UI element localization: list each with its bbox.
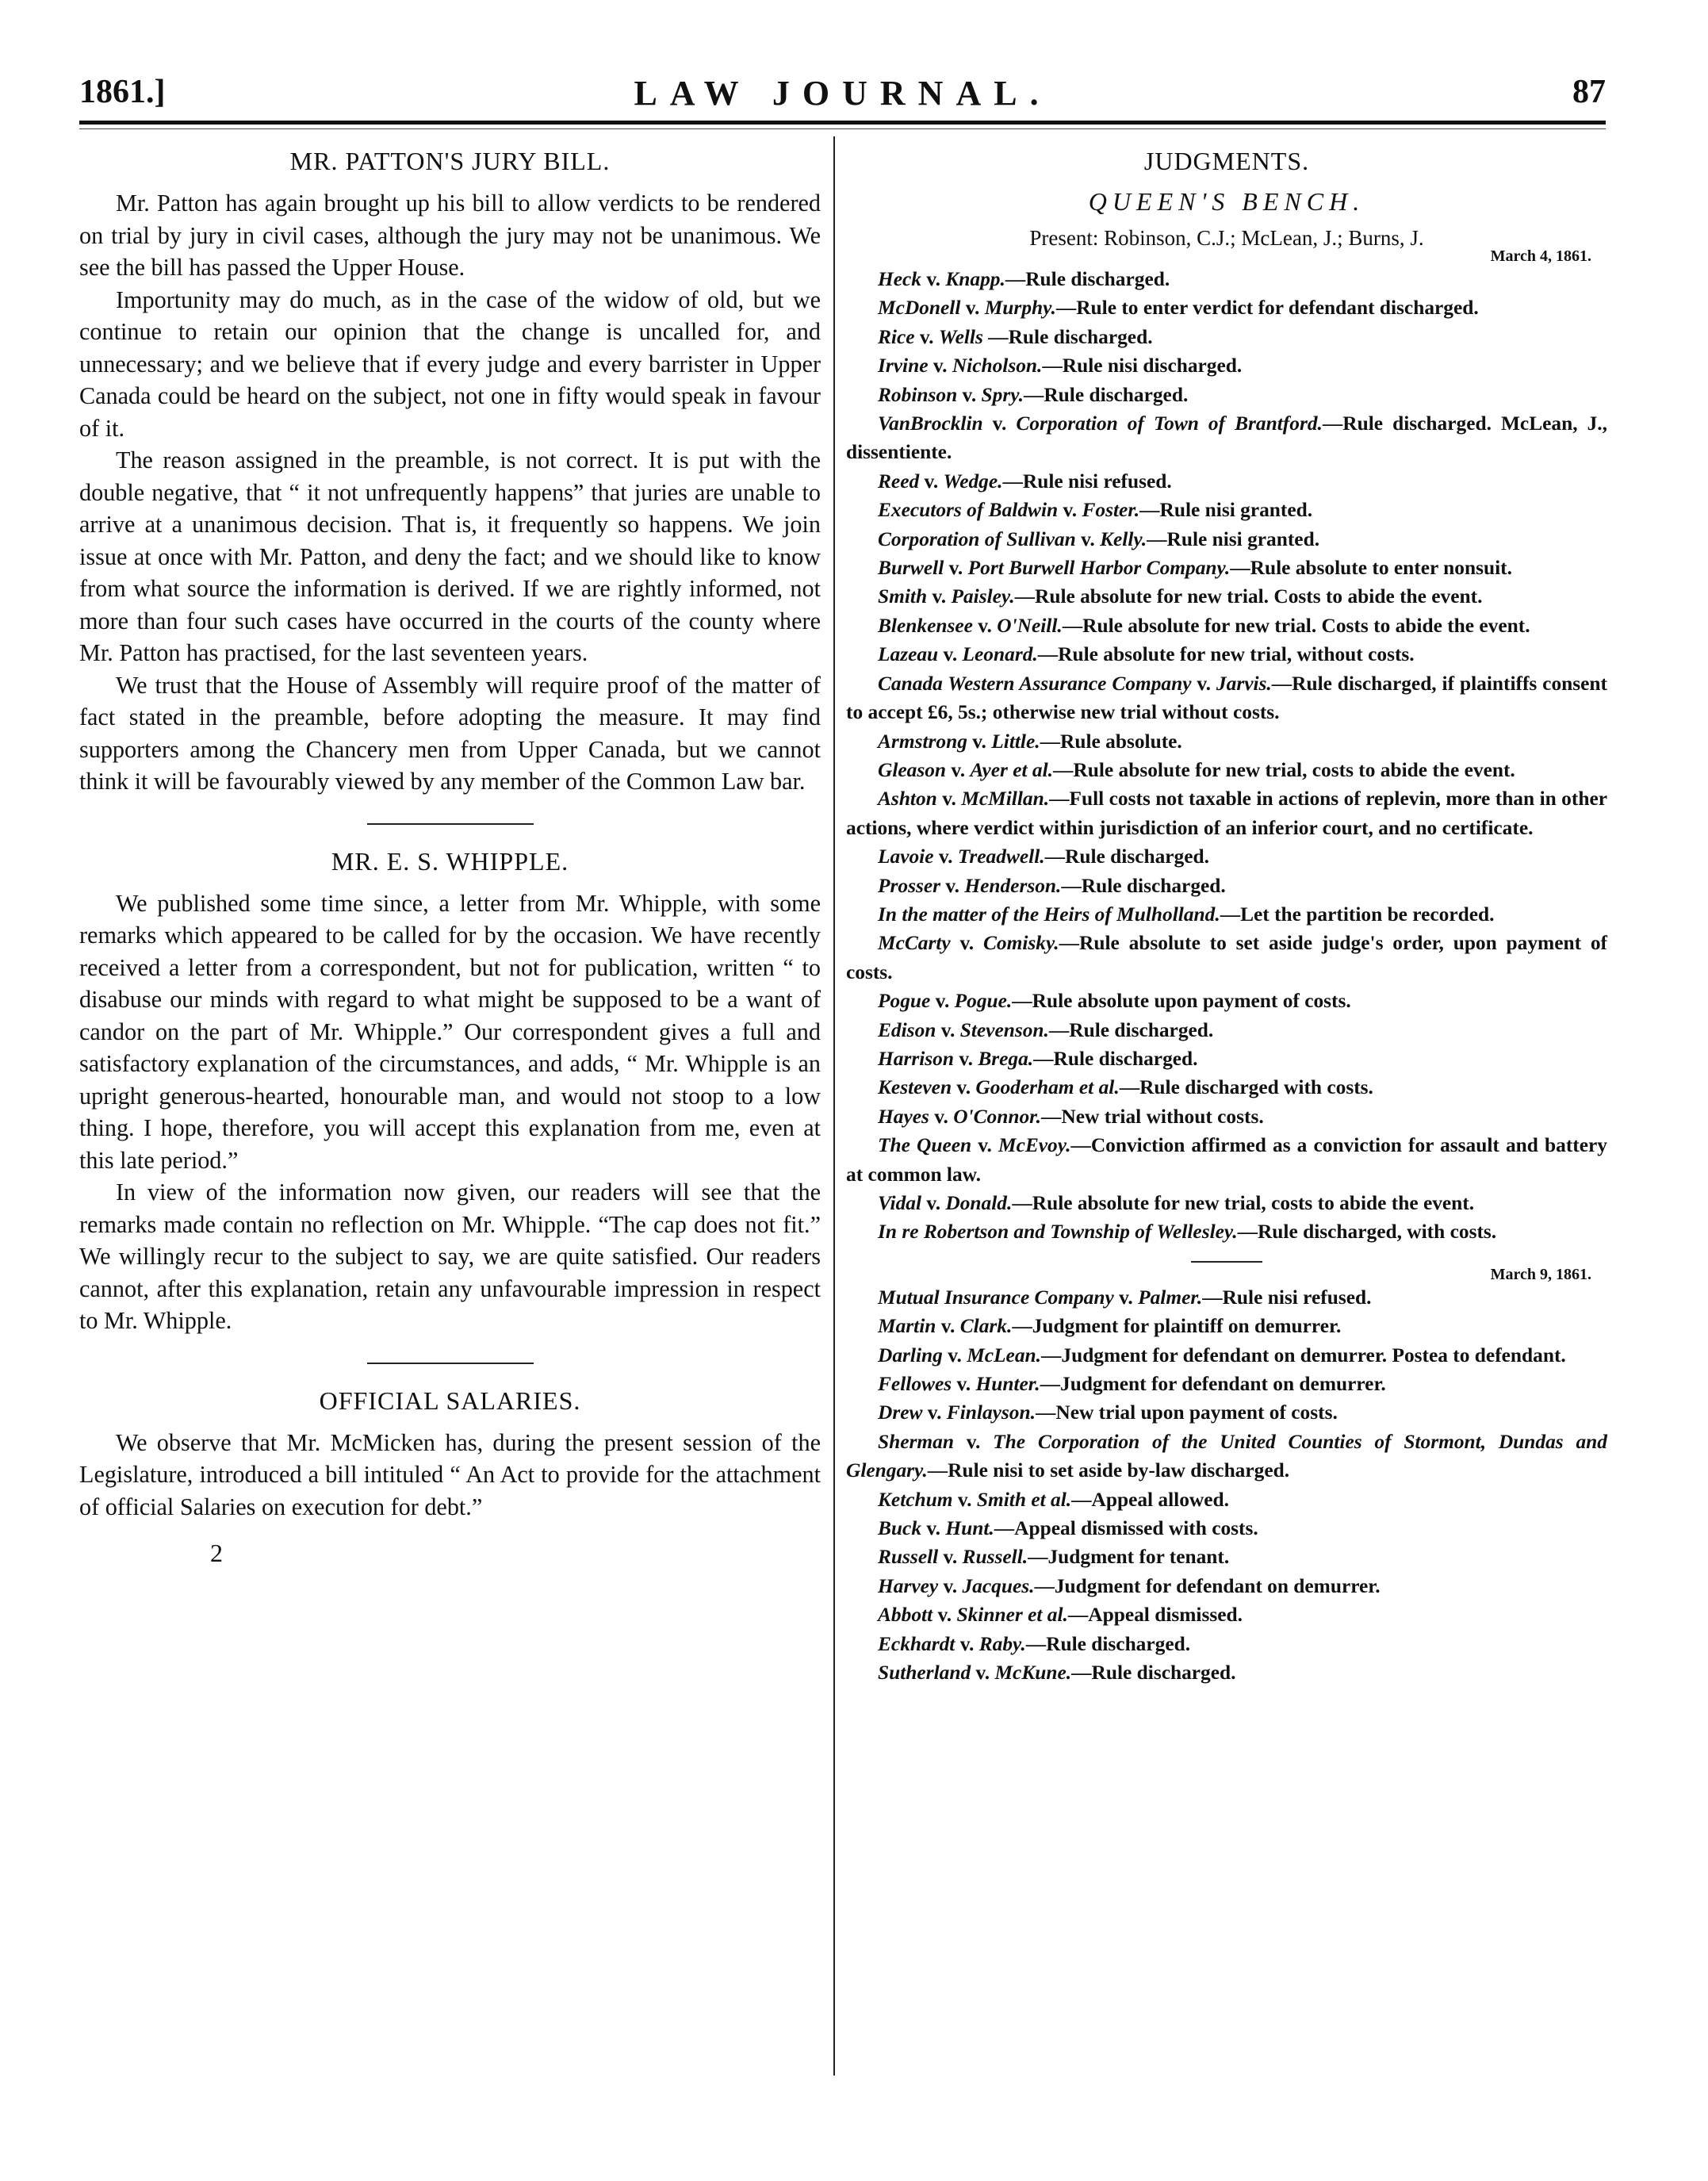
article-title: MR. E. S. WHIPPLE. bbox=[331, 846, 569, 876]
present-judges: Present: Robinson, C.J.; McLean, J.; Burns, J. bbox=[1029, 226, 1424, 250]
case-ruling: —Rule nisi discharged. bbox=[1042, 355, 1243, 378]
case-party: Reed bbox=[878, 470, 920, 493]
case-ruling: —Rule absolute for new trial. Costs to abide the event. bbox=[1062, 614, 1530, 637]
case-party: Kesteven bbox=[878, 1076, 952, 1099]
case-party: Executors of Baldwin bbox=[878, 499, 1059, 522]
case-party: Lavoie bbox=[878, 845, 934, 868]
case-party: Hunter. bbox=[975, 1373, 1040, 1396]
case-party: Finlayson. bbox=[946, 1401, 1036, 1424]
article-whipple bbox=[79, 847, 821, 1337]
case-party: Pogue bbox=[878, 990, 931, 1013]
case-party: Murphy. bbox=[984, 297, 1056, 320]
case-entry bbox=[846, 1485, 1607, 1514]
article-paragraph: We published some time since, a letter from Mr. Whipple, with some remarks which appeared to be called for by the occasion. We have recently received a letter from a correspondent, but not for publication, written “ to disabuse our minds with regard to what might be supposed to be a want of candor on the part of Mr. Whipple.” Our correspondent gives a full and satisfactory explanation of the circumstances, and adds, “ Mr. Whipple is an upright generous-hearted, honourable man, and would not stoop to a low thing. I hope, therefore, you will accept this explanation from me, even at this late period.” bbox=[79, 889, 821, 1174]
case-party: Paisley. bbox=[951, 585, 1015, 608]
case-ruling: —New trial upon payment of costs. bbox=[1035, 1401, 1338, 1424]
case-versus: v. bbox=[933, 1604, 957, 1627]
header-year: 1861.] bbox=[79, 74, 166, 110]
case-party: Prosser bbox=[878, 874, 940, 897]
case-ruling: —Conviction affirmed as a conviction for assault and battery at common law. bbox=[846, 1134, 1607, 1186]
article-jury-bill bbox=[79, 147, 821, 798]
left-column bbox=[79, 147, 821, 1568]
case-party: Palmer. bbox=[1138, 1286, 1203, 1309]
case-entry bbox=[846, 582, 1607, 611]
judgments-title: JUDGMENTS. bbox=[1143, 147, 1310, 175]
case-party: The Corporation of the United Counties of Stormont, Dundas and Glengary. bbox=[846, 1430, 1607, 1482]
case-versus: v. bbox=[1113, 1286, 1139, 1309]
case-party: Donald. bbox=[945, 1192, 1013, 1214]
court-title: QUEEN'S BENCH. bbox=[1088, 187, 1365, 216]
case-ruling: —Rule absolute for new trial, costs to abide the event. bbox=[1012, 1192, 1475, 1214]
case-ruling: —Rule absolute to set aside judge's order, upon payment of costs. bbox=[846, 932, 1608, 983]
case-entry bbox=[846, 1217, 1607, 1246]
case-versus: v. bbox=[936, 1018, 960, 1041]
case-entry bbox=[846, 1045, 1607, 1073]
case-party: In the matter of the Heirs of Mulholland. bbox=[878, 903, 1220, 926]
case-entry bbox=[846, 1572, 1607, 1600]
case-ruling: —Judgment for defendant on demurrer. Postea to defendant. bbox=[1040, 1343, 1566, 1366]
article-paragraph: We trust that the House of Assembly will require proof of the matter of fact stated in the preamble, before adopting the measure. It may find supporters among the Chancery men from Upper Canada, but we cannot think it will be favourably viewed by any member of the Common Law bar. bbox=[79, 671, 821, 795]
case-party: Gooderham et al. bbox=[975, 1076, 1120, 1099]
case-party: In re Robertson and Township of Wellesley. bbox=[878, 1221, 1238, 1244]
case-party: Russell. bbox=[962, 1546, 1028, 1569]
case-party: Lazeau bbox=[878, 643, 939, 666]
case-ruling: —Full costs not taxable in actions of replevin, more than in other actions, where verdict within jurisdiction of an inferior court, and no certificate. bbox=[846, 788, 1607, 839]
case-party: Hunt. bbox=[945, 1517, 994, 1540]
case-party: Heck bbox=[878, 268, 921, 290]
case-entry bbox=[846, 1543, 1607, 1571]
case-ruling: —Rule absolute upon payment of costs. bbox=[1012, 990, 1351, 1013]
case-versus: v. bbox=[944, 557, 968, 580]
case-party: Smith bbox=[878, 585, 928, 608]
case-party: O'Neill. bbox=[997, 614, 1063, 637]
case-party: Wells bbox=[938, 325, 983, 348]
case-party: Martin bbox=[878, 1315, 936, 1338]
case-versus: v. bbox=[955, 1632, 979, 1655]
case-entry bbox=[846, 1428, 1607, 1485]
case-entry bbox=[846, 1131, 1607, 1189]
journal-title: LAW JOURNAL. bbox=[634, 74, 1051, 113]
right-column bbox=[846, 147, 1607, 1688]
case-party: Nicholson. bbox=[952, 355, 1043, 378]
case-versus: v. bbox=[921, 268, 946, 290]
case-versus: v. bbox=[971, 1662, 995, 1685]
case-ruling: —Rule absolute for new trial, costs to abide the event. bbox=[1053, 758, 1515, 781]
case-ruling: —Judgment for defendant on demurrer. bbox=[1034, 1574, 1381, 1597]
case-party: Russell bbox=[878, 1546, 939, 1569]
case-entry bbox=[846, 727, 1607, 756]
case-ruling: —Rule discharged. bbox=[1025, 1632, 1191, 1655]
case-party: Leonard. bbox=[962, 643, 1038, 666]
case-entry bbox=[846, 669, 1607, 727]
case-party: Armstrong bbox=[878, 730, 967, 753]
case-party: Robinson bbox=[878, 383, 958, 406]
case-party: Comisky. bbox=[982, 932, 1059, 955]
case-versus: v. bbox=[930, 990, 955, 1013]
case-versus: v. bbox=[938, 1546, 963, 1569]
case-versus: v. bbox=[967, 730, 992, 753]
case-party: Vidal bbox=[878, 1192, 922, 1214]
case-entry bbox=[846, 381, 1607, 409]
case-ruling: —Rule discharged. bbox=[1061, 874, 1226, 897]
article-official-salaries bbox=[79, 1386, 821, 1524]
case-party: Ashton bbox=[878, 788, 937, 811]
case-ruling: —Rule discharged, with costs. bbox=[1237, 1221, 1497, 1244]
case-party: Smith et al. bbox=[976, 1488, 1072, 1511]
case-party: Ketchum bbox=[878, 1488, 953, 1511]
case-versus: v. bbox=[928, 355, 952, 378]
case-entry bbox=[846, 525, 1607, 554]
case-party: Jarvis. bbox=[1216, 672, 1272, 695]
case-entry bbox=[846, 756, 1607, 784]
case-entry bbox=[846, 784, 1607, 842]
case-entry bbox=[846, 1189, 1607, 1217]
case-party: Rice bbox=[878, 325, 915, 348]
case-versus: v. bbox=[933, 845, 958, 868]
case-entry bbox=[846, 1514, 1607, 1543]
case-versus: v. bbox=[952, 1076, 976, 1099]
case-versus: v. bbox=[921, 1517, 946, 1540]
case-party: McLean. bbox=[967, 1343, 1041, 1366]
case-party: Fellowes bbox=[878, 1373, 952, 1396]
case-versus: v. bbox=[952, 1373, 976, 1396]
group-separator bbox=[1191, 1261, 1262, 1263]
case-versus: v. bbox=[982, 412, 1017, 435]
article-paragraph: We observe that Mr. McMicken has, during the present session of the Legislature, introduced a bill intituled “ An Act to provide for the attachment of official Salaries on execution for debt.” bbox=[79, 1428, 821, 1520]
case-party: Buck bbox=[878, 1517, 922, 1540]
case-versus: v. bbox=[953, 1047, 978, 1070]
case-entry bbox=[846, 842, 1607, 871]
case-party: Knapp. bbox=[945, 268, 1005, 290]
case-ruling: —Rule absolute. bbox=[1040, 730, 1182, 753]
case-versus: v. bbox=[922, 1401, 947, 1424]
case-entry bbox=[846, 323, 1607, 351]
case-ruling: —Rule nisi to set aside by-law discharged. bbox=[927, 1459, 1290, 1482]
case-ruling: —Rule nisi refused. bbox=[1202, 1286, 1372, 1309]
case-ruling: —Rule nisi granted. bbox=[1139, 499, 1313, 522]
case-party: Foster. bbox=[1082, 499, 1140, 522]
case-ruling: —Rule discharged. bbox=[1048, 1018, 1214, 1041]
case-party: Corporation of Sullivan bbox=[878, 527, 1076, 550]
article-paragraph: Importunity may do much, as in the case of the widow of old, but we continue to retain our opinion that the change is uncalled for, and unnecessary; and we believe that if every judge and every barrister in Upper Canada could be heard on the subject, not one in fifty would speak in favour of it. bbox=[79, 286, 821, 442]
case-entry bbox=[846, 1283, 1607, 1312]
case-party: Corporation of Town of Brantford. bbox=[1016, 412, 1323, 435]
case-entry bbox=[846, 1370, 1607, 1398]
case-party: Clark. bbox=[959, 1315, 1013, 1338]
case-ruling: —Appeal dismissed. bbox=[1067, 1604, 1243, 1627]
case-party: Spry. bbox=[981, 383, 1024, 406]
case-party: Stevenson. bbox=[959, 1018, 1049, 1041]
case-ruling: —Rule discharged with costs. bbox=[1119, 1076, 1373, 1099]
case-entry bbox=[846, 640, 1607, 669]
case-ruling: —Judgment for plaintiff on demurrer. bbox=[1012, 1315, 1342, 1338]
signature-mark: 2 bbox=[210, 1539, 223, 1567]
case-ruling: —Rule discharged. McLean, J., dissentiente. bbox=[846, 412, 1607, 464]
case-ruling: —Rule discharged. bbox=[1044, 845, 1209, 868]
case-ruling: —Rule discharged. bbox=[1023, 383, 1189, 406]
case-versus: v. bbox=[942, 1343, 967, 1366]
case-versus: v. bbox=[936, 1315, 960, 1338]
case-ruling: —New trial without costs. bbox=[1041, 1105, 1264, 1128]
case-ruling: —Appeal dismissed with costs. bbox=[994, 1517, 1258, 1540]
header-rule-thin bbox=[79, 128, 1606, 129]
case-ruling: —Rule discharged. bbox=[982, 325, 1153, 348]
section-separator bbox=[367, 823, 534, 825]
case-party: Sutherland bbox=[878, 1662, 971, 1685]
case-versus: v. bbox=[971, 1134, 998, 1157]
case-ruling: —Rule absolute for new trial, without costs. bbox=[1037, 643, 1415, 666]
case-entry bbox=[846, 409, 1607, 467]
case-party: Harrison bbox=[878, 1047, 954, 1070]
case-entry bbox=[846, 1600, 1607, 1629]
case-party: Hayes bbox=[878, 1105, 929, 1128]
article-title: MR. PATTON'S JURY BILL. bbox=[289, 147, 611, 175]
case-versus: v. bbox=[940, 874, 965, 897]
case-ruling: —Rule discharged, if plaintiffs consent to accept £6, 5s.; otherwise new trial without costs. bbox=[846, 672, 1607, 724]
case-entry bbox=[846, 929, 1607, 987]
case-versus: v. bbox=[1075, 527, 1101, 550]
case-entry bbox=[846, 1016, 1607, 1045]
case-entry bbox=[846, 265, 1607, 293]
case-party: McDonell bbox=[878, 297, 961, 320]
case-party: Irvine bbox=[878, 355, 929, 378]
case-ruling: —Rule discharged. bbox=[1033, 1047, 1198, 1070]
case-party: McEvoy. bbox=[998, 1134, 1071, 1157]
case-party: Canada Western Assurance Company bbox=[878, 672, 1192, 695]
case-versus: v. bbox=[957, 383, 982, 406]
case-versus: v. bbox=[953, 1430, 994, 1453]
case-entry bbox=[846, 1398, 1607, 1427]
case-entry bbox=[846, 1312, 1607, 1340]
case-entry bbox=[846, 496, 1607, 524]
case-entry bbox=[846, 351, 1607, 380]
case-party: Abbott bbox=[878, 1604, 933, 1627]
case-entry bbox=[846, 1630, 1607, 1658]
case-entry bbox=[846, 872, 1607, 900]
case-party: VanBrocklin bbox=[878, 412, 983, 435]
case-party: Mutual Insurance Company bbox=[878, 1286, 1114, 1309]
case-versus: v. bbox=[952, 1488, 977, 1511]
case-ruling: —Judgment for tenant. bbox=[1028, 1546, 1230, 1569]
case-entry bbox=[846, 1102, 1607, 1131]
case-party: Burwell bbox=[878, 557, 944, 580]
case-versus: v. bbox=[929, 1105, 954, 1128]
case-versus: v. bbox=[921, 1192, 946, 1214]
article-paragraph: In view of the information now given, our readers will see that the remarks made contain no reflection on Mr. Whipple. “The cap does not fit.” We willingly recur to the subject to say, we are quite satisfied. Our readers cannot, after this explanation, retain any unfavourable impression in respect to Mr. Whipple. bbox=[79, 1179, 821, 1334]
case-party: Eckhardt bbox=[878, 1632, 955, 1655]
case-ruling: —Judgment for defendant on demurrer. bbox=[1040, 1373, 1386, 1396]
case-party: Wedge. bbox=[943, 470, 1003, 493]
case-versus: v. bbox=[960, 297, 985, 320]
case-versus: v. bbox=[938, 1574, 963, 1597]
case-versus: v. bbox=[927, 585, 952, 608]
case-party: Port Burwell Harbor Company. bbox=[967, 557, 1231, 580]
case-party: O'Connor. bbox=[953, 1105, 1042, 1128]
case-ruling: —Rule to enter verdict for defendant discharged. bbox=[1055, 297, 1479, 320]
case-party: Darling bbox=[878, 1343, 943, 1366]
case-versus: v. bbox=[914, 325, 939, 348]
case-party: Jacques. bbox=[962, 1574, 1035, 1597]
case-entry bbox=[846, 987, 1607, 1015]
case-party: Henderson. bbox=[964, 874, 1062, 897]
case-party: McMillan. bbox=[961, 788, 1050, 811]
case-ruling: —Appeal allowed. bbox=[1071, 1488, 1230, 1511]
case-versus: v. bbox=[1191, 672, 1216, 695]
case-ruling: —Rule nisi granted. bbox=[1147, 527, 1320, 550]
case-versus: v. bbox=[936, 788, 962, 811]
case-party: Little. bbox=[991, 730, 1040, 753]
case-party: Ayer et al. bbox=[970, 758, 1053, 781]
case-party: McCarty bbox=[878, 932, 951, 955]
case-party: Skinner et al. bbox=[956, 1604, 1068, 1627]
case-ruling: —Rule discharged. bbox=[1005, 268, 1170, 290]
case-party: Gleason bbox=[878, 758, 947, 781]
case-versus: v. bbox=[950, 932, 983, 955]
case-party: Harvey bbox=[878, 1574, 939, 1597]
judgment-list bbox=[846, 247, 1607, 1688]
case-versus: v. bbox=[938, 643, 963, 666]
page-number: 87 bbox=[1572, 74, 1606, 110]
case-ruling: —Rule nisi refused. bbox=[1002, 470, 1172, 493]
case-party: Kelly. bbox=[1100, 527, 1147, 550]
case-entry bbox=[846, 467, 1607, 496]
column-divider bbox=[833, 136, 835, 2076]
case-entry bbox=[846, 611, 1607, 640]
judgment-date: March 9, 1861. bbox=[1490, 1265, 1591, 1283]
header-rule bbox=[79, 121, 1606, 125]
case-entry bbox=[846, 1073, 1607, 1102]
case-party: McKune. bbox=[994, 1662, 1072, 1685]
case-versus: v. bbox=[972, 614, 998, 637]
case-entry bbox=[846, 1341, 1607, 1370]
case-entry bbox=[846, 293, 1607, 322]
case-party: Blenkensee bbox=[878, 614, 973, 637]
case-party: Pogue. bbox=[954, 990, 1013, 1013]
case-entry bbox=[846, 554, 1607, 582]
case-party: Edison bbox=[878, 1018, 936, 1041]
case-entry bbox=[846, 1658, 1607, 1687]
section-separator bbox=[367, 1363, 534, 1364]
case-ruling: —Rule discharged. bbox=[1071, 1662, 1236, 1685]
case-entry bbox=[846, 900, 1607, 929]
case-party: Sherman bbox=[878, 1430, 954, 1453]
article-title: OFFICIAL SALARIES. bbox=[319, 1386, 581, 1415]
case-ruling: —Rule absolute to enter nonsuit. bbox=[1230, 557, 1512, 580]
case-party: Brega. bbox=[978, 1047, 1034, 1070]
article-paragraph: Mr. Patton has again brought up his bill to allow verdicts to be rendered on trial by jury in civil cases, although the jury may not be unanimous. We see the bill has passed the Upper House. bbox=[79, 190, 821, 281]
case-party: Treadwell. bbox=[957, 845, 1045, 868]
judgment-date: March 4, 1861. bbox=[1490, 247, 1591, 265]
case-party: Drew bbox=[878, 1401, 923, 1424]
case-party: Raby. bbox=[978, 1632, 1026, 1655]
case-versus: v. bbox=[946, 758, 971, 781]
article-paragraph: The reason assigned in the preamble, is not correct. It is put with the double negative, that “ it not unfrequently happens” that juries are unable to arrive at a unanimous decision. That is, it frequently so happens. We join issue at once with Mr. Patton, and deny the fact; and we should like to know from what source the information is derived. If we are rightly informed, not more than four such cases have occurred in the courts of the county where Mr. Patton has practised, for the last seventeen years. bbox=[79, 447, 821, 666]
case-versus: v. bbox=[919, 470, 944, 493]
case-ruling: —Let the partition be recorded. bbox=[1220, 903, 1495, 926]
case-party: The Queen bbox=[878, 1134, 972, 1157]
case-versus: v. bbox=[1058, 499, 1082, 522]
case-ruling: —Rule absolute for new trial. Costs to abide the event. bbox=[1014, 585, 1483, 608]
